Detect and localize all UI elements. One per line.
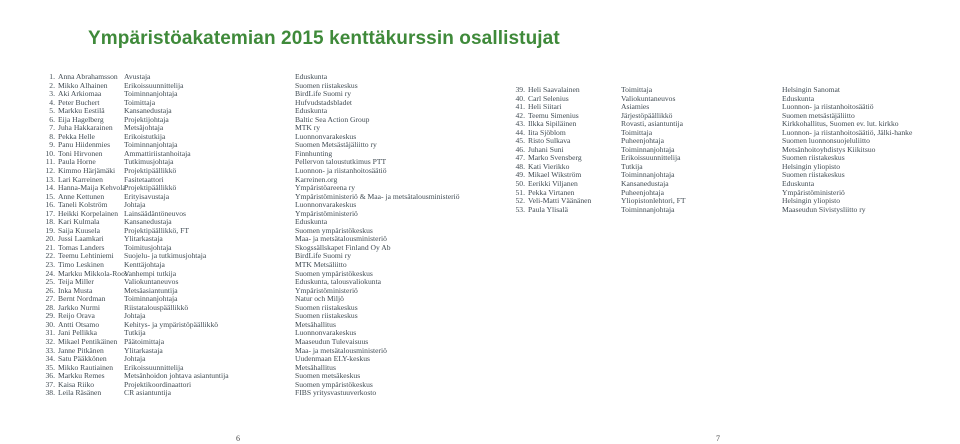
participant-organization: Metsähallitus — [295, 362, 336, 372]
participant-number: 30. — [45, 319, 55, 329]
participant-number: 24. — [45, 268, 55, 278]
participant-number: 28. — [45, 302, 55, 312]
participant-number: 34. — [45, 354, 55, 364]
participant-name: Marko Svensberg — [528, 153, 582, 163]
participant-number: 32. — [45, 336, 55, 346]
participant-name: Mikko Alhainen — [58, 80, 108, 90]
participant-number: 42. — [515, 110, 525, 120]
participant-organization: Suomen riistakeskus — [295, 302, 358, 312]
participant-organization: Luonnon- ja riistanhoitosäätiö — [295, 166, 387, 176]
participant-number: 29. — [45, 311, 55, 321]
participant-name: Lari Karreinen — [58, 174, 103, 184]
participant-role: Avustaja — [124, 72, 151, 81]
participant-name: Hanna-Maija Kehvola — [58, 183, 126, 193]
participant-number: 41. — [515, 102, 525, 112]
participant-name: Juhani Suni — [528, 144, 564, 154]
participant-role: Fasitetaattori — [124, 174, 164, 184]
participant-name: Teemu Simenius — [528, 110, 579, 120]
participant-organization: BirdLife Suomi ry — [295, 251, 352, 261]
participant-role: Projektijohtaja — [124, 114, 169, 124]
participant-role: Ylitarkastaja — [124, 345, 163, 355]
participant-number: 2. — [49, 80, 55, 90]
participant-number: 20. — [45, 234, 55, 244]
participant-role: Toimittaja — [621, 85, 653, 94]
participant-number: 51. — [515, 187, 525, 197]
participant-number: 35. — [45, 362, 55, 372]
participant-name: Peter Buchert — [58, 97, 100, 107]
participant-number: 49. — [515, 170, 525, 180]
participant-organization: Natur och Miljö — [295, 294, 344, 304]
participant-role: Erikoissuunnittelija — [621, 153, 681, 163]
participant-role: Rovasti, asiantuntija — [621, 119, 684, 129]
participant-number: 48. — [515, 161, 525, 171]
participant-organization: Eduskunta — [295, 217, 328, 227]
participant-name: Timo Leskinen — [58, 260, 104, 270]
participant-organization: FIBS yritysvastuuverkosto — [295, 388, 377, 398]
participant-number: 25. — [45, 277, 55, 287]
participant-name: Juha Hakkarainen — [58, 123, 113, 133]
participant-number: 10. — [45, 148, 55, 158]
participant-role: Metsänhoidon johtava asiantuntija — [124, 371, 229, 381]
participant-number: 8. — [49, 131, 55, 141]
participant-role: Metsäjohtaja — [124, 123, 164, 133]
participant-role: Johtaja — [124, 200, 146, 210]
participant-number: 11. — [45, 157, 55, 167]
participant-name: Jani Pellikka — [58, 328, 98, 338]
participant-number: 23. — [45, 260, 55, 270]
participant-name: Kaisa Riiko — [58, 379, 95, 389]
page-number-left: 6 — [236, 434, 240, 443]
participant-organization: Maa- ja metsätalousministeriö — [295, 345, 387, 355]
participant-name: Anna Abrahamsson — [58, 72, 118, 81]
participant-name: Eija Hagelberg — [58, 114, 104, 124]
participant-name: Satu Pääkkönen — [58, 354, 107, 364]
participant-number: 45. — [515, 136, 525, 146]
participant-role: Kansanedustaja — [124, 217, 172, 227]
participant-number: 53. — [515, 204, 525, 214]
participant-name: Tomas Landers — [58, 242, 105, 252]
participant-number: 47. — [515, 153, 525, 163]
participant-role: Kansanedustaja — [124, 106, 172, 116]
participant-role: Kenttäjohtaja — [124, 260, 165, 270]
participant-name: Taneli Kolström — [58, 200, 108, 210]
participant-name: Panu Hiidenmies — [58, 140, 111, 150]
participant-role: CR asiantuntija — [124, 388, 172, 398]
participant-name: Mikael Pentikäinen — [58, 336, 118, 346]
participant-number: 36. — [45, 371, 55, 381]
participant-role: Toimittaja — [124, 97, 156, 107]
participant-name: Teija Miller — [58, 277, 94, 287]
participant-number: 15. — [45, 191, 55, 201]
participant-name: Heikki Korpelainen — [58, 208, 119, 218]
participant-name: Janne Pitkänen — [58, 345, 104, 355]
participant-name: Antti Otsamo — [58, 319, 100, 329]
participant-name: Kimmo Härjämäki — [58, 166, 116, 176]
participant-number: 33. — [45, 345, 55, 355]
participant-role: Lainsäädäntöneuvos — [124, 208, 186, 218]
participant-organization: Pellervon taloustutkimus PTT — [295, 157, 387, 167]
participant-organization: Maaseudun Tulevaisuus — [295, 336, 369, 346]
participant-role: Toiminnanjohtaja — [124, 89, 178, 99]
participant-number: 19. — [45, 225, 55, 235]
participant-name: Toni Hirvonen — [58, 148, 103, 158]
participant-role: Tutkija — [124, 328, 146, 338]
participant-role: Puheenjohtaja — [621, 136, 665, 146]
participant-number: 31. — [45, 328, 55, 338]
participant-organization: MTK Metsäliitto — [295, 260, 347, 270]
participant-number: 44. — [515, 127, 525, 137]
participant-organization: Suomen metsästäjäliitto — [782, 110, 855, 120]
participant-role: Ylitarkastaja — [124, 234, 163, 244]
participant-name: Ilkka Sipiläinen — [528, 119, 577, 129]
participant-organization: Suomen riistakeskus — [295, 80, 358, 90]
participant-role: Erikoissuunnittelija — [124, 80, 184, 90]
participant-name: Anne Kettunen — [58, 191, 105, 201]
participant-number: 12. — [45, 166, 55, 176]
participant-name: Saija Kuusela — [58, 225, 100, 235]
participant-number: 14. — [45, 183, 55, 193]
participant-name: Eerikki Viljanen — [528, 179, 578, 189]
participant-organization: Luonnon- ja riistanhoitosäätiö, Jälki-hanke — [782, 127, 913, 137]
participant-organization: Maa- ja metsätalousministeriö — [295, 234, 387, 244]
participant-role: Kehitys- ja ympäristöpäällikkö — [124, 319, 219, 329]
participant-name: Teemu Lehtiniemi — [58, 251, 114, 261]
participant-organization: Baltic Sea Action Group — [295, 114, 370, 124]
participant-role: Tutkija — [621, 161, 643, 171]
participant-number: 18. — [45, 217, 55, 227]
participant-organization: Eduskunta — [295, 72, 328, 81]
participant-role: Toiminnanjohtaja — [124, 140, 178, 150]
participant-name: Paula Horne — [58, 157, 96, 167]
participant-name: Bernt Nordman — [58, 294, 106, 304]
participant-name: Jussi Laamkari — [58, 234, 104, 244]
participant-organization: BirdLife Suomi ry — [295, 89, 352, 99]
participant-organization: Ympäristöministeriö & Maa- ja metsätalousministeriö — [295, 191, 460, 201]
participant-organization: Ympäristöareena ry — [295, 183, 356, 193]
participant-role: Toimittaja — [621, 127, 653, 137]
participant-number: 38. — [45, 388, 55, 398]
participant-number: 21. — [45, 242, 55, 252]
participant-number: 13. — [45, 174, 55, 184]
participant-organization: Metsänhoitoyhdistys Kiikitsuo — [782, 144, 876, 154]
participant-name: Jarkko Nurmi — [58, 302, 100, 312]
participant-number: 39. — [515, 85, 525, 94]
participant-role: Kansanedustaja — [621, 179, 669, 189]
participant-organization: Eduskunta — [782, 93, 815, 103]
participant-name: Carl Selenius — [528, 93, 569, 103]
participant-number: 16. — [45, 200, 55, 210]
participant-organization: Ympäristöministeriö — [782, 187, 845, 197]
participant-organization: Luonnonvarakeskus — [295, 131, 357, 141]
participant-organization: Hufvudstadsbladet — [295, 97, 352, 107]
participant-name: Kari Kulmala — [58, 217, 100, 227]
participant-name: Aki Arkiomaa — [58, 89, 102, 99]
participant-organization: MTK ry — [295, 123, 321, 133]
participant-number: 7. — [49, 123, 55, 133]
participant-number: 1. — [49, 72, 55, 81]
participant-name: Mikael Wikström — [528, 170, 582, 180]
participant-name: Veli-Matti Väänänen — [528, 196, 592, 206]
participant-number: 22. — [45, 251, 55, 261]
participant-organization: Helsingin Sanomat — [782, 85, 841, 94]
participant-number: 50. — [515, 179, 525, 189]
participant-organization: Ympäristöministeriö — [295, 208, 358, 218]
participant-number: 4. — [49, 97, 55, 107]
participant-role: Suojelu- ja tutkimusjohtaja — [124, 251, 207, 261]
participant-role: Järjestöpäällikkö — [621, 110, 673, 120]
participant-organization: Suomen luonnonsuojeluliitto — [782, 136, 870, 146]
participant-name: Inka Musta — [58, 285, 93, 295]
participant-organization: Ympäristöministeriö — [295, 285, 358, 295]
participant-role: Projektipäällikkö — [124, 166, 177, 176]
participant-organization: Suomen riistakeskus — [782, 153, 845, 163]
participant-number: 40. — [515, 93, 525, 103]
participant-role: Tutkimusjohtaja — [124, 157, 174, 167]
participant-organization: Helsingin yliopisto — [782, 196, 841, 206]
participant-number: 9. — [49, 140, 55, 150]
participant-organization: Suomen metsäkeskus — [295, 371, 361, 381]
participant-name: Pekka Helle — [58, 131, 95, 141]
participant-organization: Suomen ympäristökeskus — [295, 379, 373, 389]
participant-number: 52. — [515, 196, 525, 206]
participant-name: Paula Ylisalä — [528, 204, 568, 214]
participant-role: Asiamies — [621, 102, 650, 112]
participant-role: Erityisavustaja — [124, 191, 170, 201]
participant-number: 43. — [515, 119, 525, 129]
participant-name: Markku Mikkola-Roos — [58, 268, 128, 278]
participant-role: Yliopistonlehtori, FT — [621, 196, 686, 206]
participant-organization: Suomen riistakeskus — [295, 311, 358, 321]
participant-number: 5. — [49, 106, 55, 116]
participant-number: 37. — [45, 379, 55, 389]
participant-role: Toiminnanjohtaja — [621, 170, 675, 180]
participant-role: Erikoissuunnittelija — [124, 362, 184, 372]
participant-organization: Finnhunting — [295, 148, 333, 158]
participant-role: Valiokuntaneuvos — [124, 277, 179, 287]
participant-name: Heli Saavalainen — [528, 85, 580, 94]
page-number-right: 7 — [716, 434, 720, 443]
participant-role: Päätoimittaja — [124, 336, 165, 346]
participant-name: Mikko Rautiainen — [58, 362, 114, 372]
participant-organization: Metsähallitus — [295, 319, 336, 329]
participant-organization: Uudenmaan ELY-keskus — [295, 354, 370, 364]
participant-name: Heli Siitari — [528, 102, 562, 112]
participant-role: Ammattiriistanhoitaja — [124, 148, 191, 158]
participant-role: Metsäasiantuntija — [124, 285, 178, 295]
participant-role: Projektipäällikkö, FT — [124, 225, 189, 235]
participant-number: 46. — [515, 144, 525, 154]
participant-organization: Karreinen.org — [295, 174, 338, 184]
participant-role: Riistatalouspäällikkö — [124, 302, 189, 312]
participant-role: Toiminnanjohtaja — [124, 294, 178, 304]
participant-organization: Skogssällskapet Finland Oy Ab — [295, 242, 391, 252]
participant-organization: Maaseudun Sivistysliitto ry — [782, 204, 866, 214]
participant-organization: Suomen ympäristökeskus — [295, 225, 373, 235]
participant-organization: Helsingin yliopisto — [782, 161, 841, 171]
participant-role: Puheenjohtaja — [621, 187, 665, 197]
participant-role: Valiokuntaneuvos — [621, 93, 676, 103]
participant-name: Leila Räsänen — [58, 388, 102, 398]
participant-number: 6. — [49, 114, 55, 124]
participant-organization: Luonnon- ja riistanhoitosäätiö — [782, 102, 874, 112]
participant-organization: Eduskunta, talousvaliokunta — [295, 277, 382, 287]
participant-organization: Suomen riistakeskus — [782, 170, 845, 180]
participant-name: Markku Remes — [58, 371, 105, 381]
participant-organization: Suomen ympäristökeskus — [295, 268, 373, 278]
participant-organization: Luonnonvarakeskus — [295, 328, 357, 338]
participant-name: Iita Sjöblom — [528, 127, 566, 137]
participant-name: Pekka Virtanen — [528, 187, 575, 197]
participant-name: Kati Vierikko — [528, 161, 570, 171]
participant-role: Toiminnanjohtaja — [621, 144, 675, 154]
participant-organization: Suomen Metsästäjäliitto ry — [295, 140, 377, 150]
page-title: Ympäristöakatemian 2015 kenttäkurssin osallistujat — [88, 28, 560, 49]
participant-role: Erikoistutkija — [124, 131, 166, 141]
participant-name: Reijo Orava — [58, 311, 95, 321]
participant-number: 27. — [45, 294, 55, 304]
participant-organization: Luonnonvarakeskus — [295, 200, 357, 210]
participant-role: Toiminnanjohtaja — [621, 204, 675, 214]
participant-role: Johtaja — [124, 311, 146, 321]
participant-organization: Kirkkohallitus, Suomen ev. lut. kirkko — [782, 119, 899, 129]
participant-name: Markku Eestilä — [58, 106, 105, 116]
participant-organization: Eduskunta — [782, 179, 815, 189]
participant-role: Projektipäällikkö — [124, 183, 177, 193]
participant-number: 3. — [49, 89, 55, 99]
participant-role: Vanhempi tutkija — [124, 268, 177, 278]
participant-role: Projektikoordinaattori — [124, 379, 192, 389]
participant-number: 26. — [45, 285, 55, 295]
participant-role: Toimitusjohtaja — [124, 242, 172, 252]
participant-number: 17. — [45, 208, 55, 218]
participant-role: Johtaja — [124, 354, 146, 364]
participant-organization: Eduskunta — [295, 106, 328, 116]
participant-name: Risto Sulkava — [528, 136, 571, 146]
